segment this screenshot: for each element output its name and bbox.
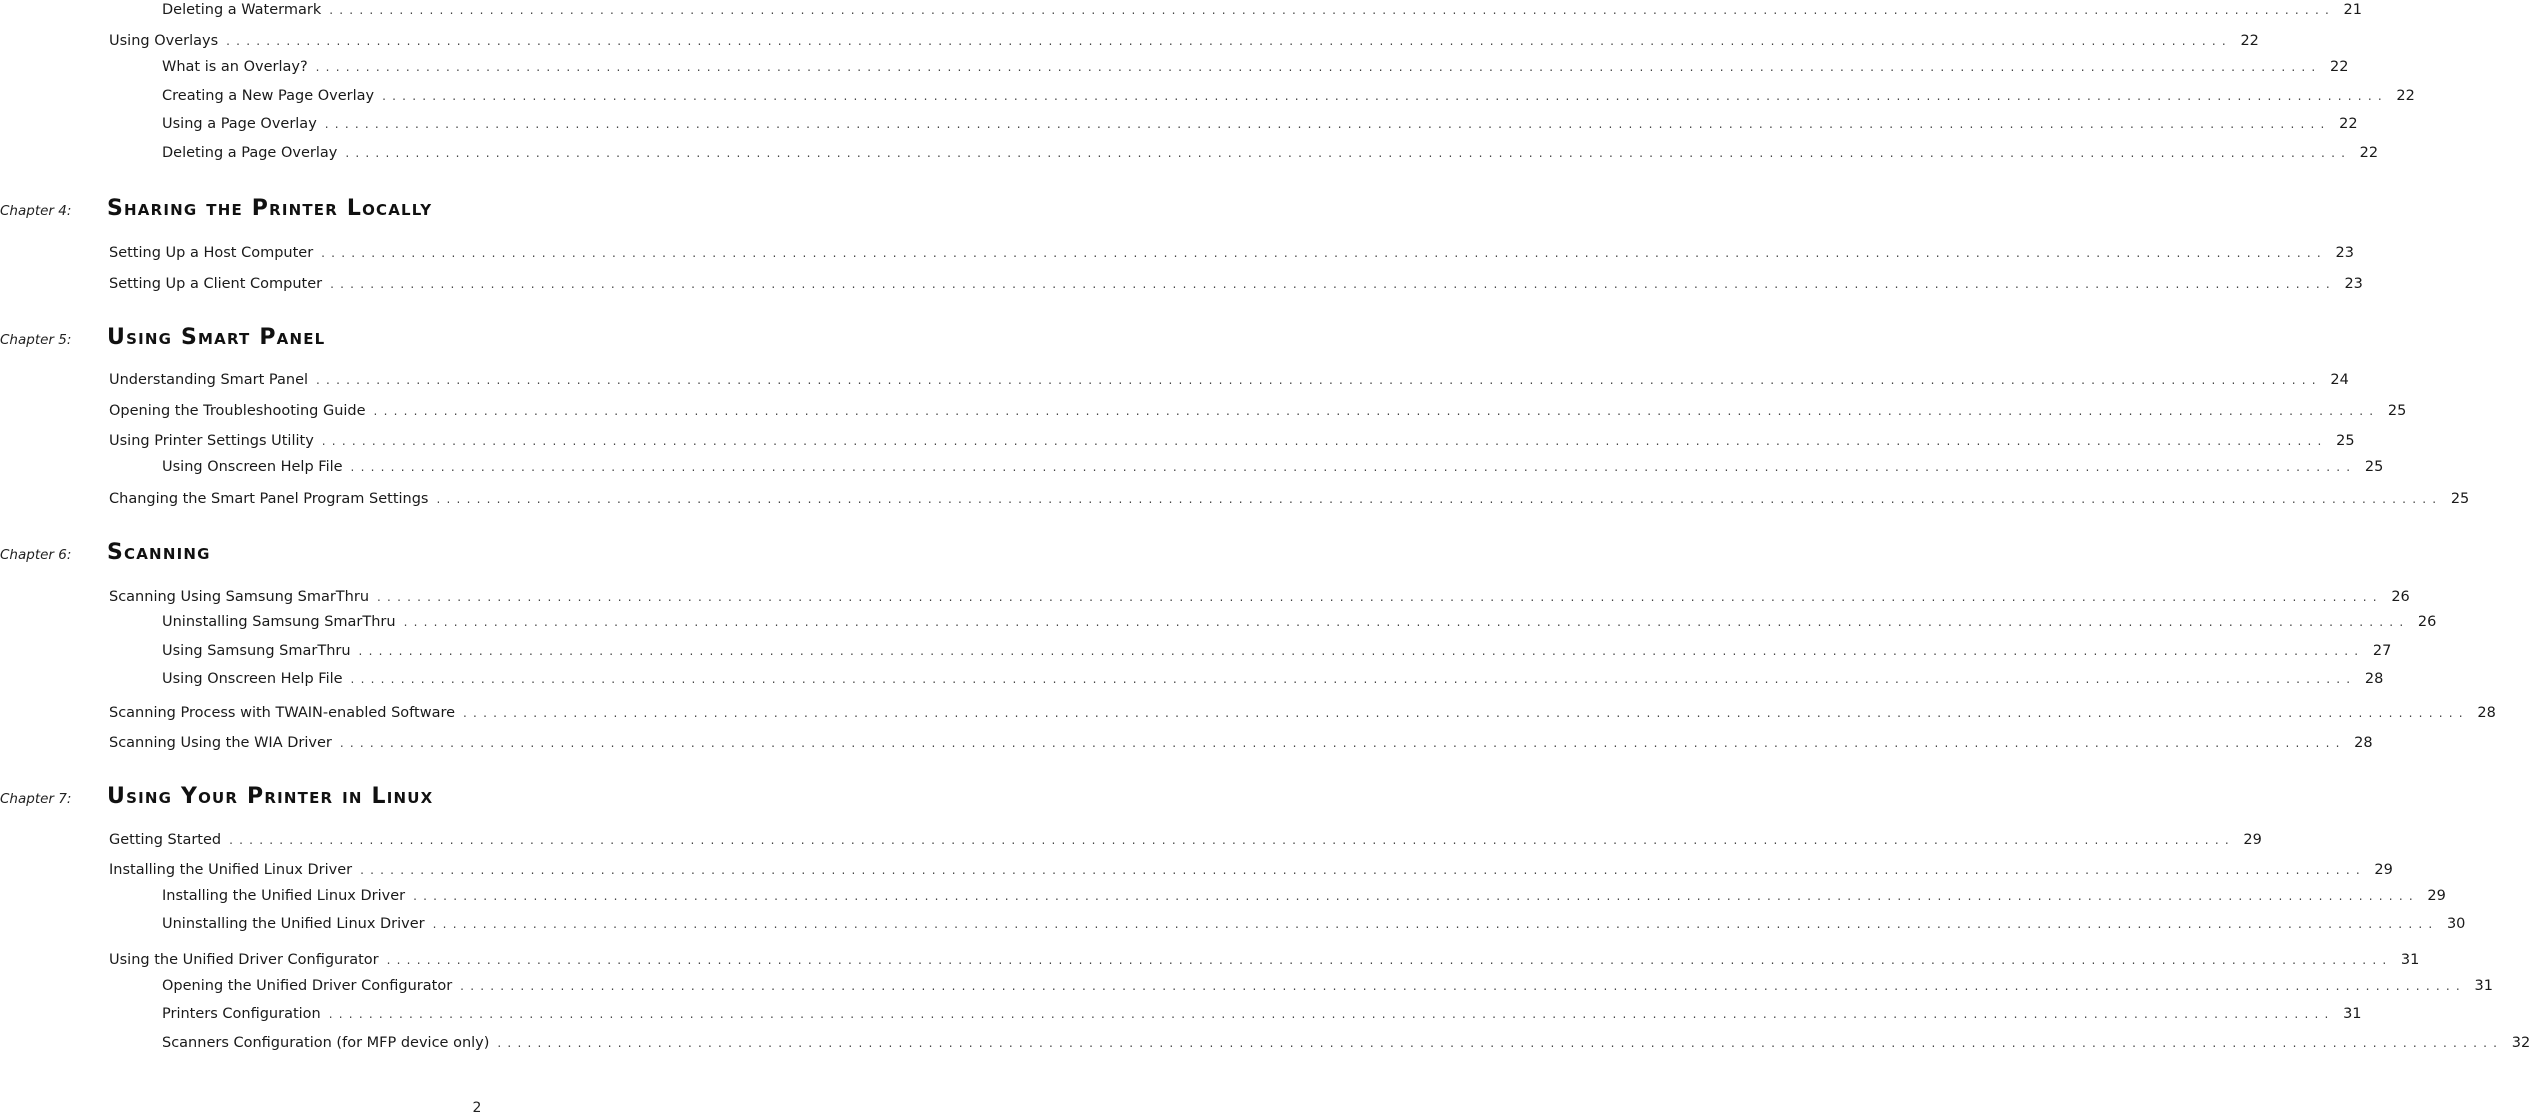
entry-page-number: 29 — [2427, 888, 2446, 904]
toc-subentry[interactable] — [162, 977, 2493, 995]
dot-leader: . . . . . . . . . . . . . . . . . . . . . . . . . . . . . . . . . . . . . . . . . . . . . . . . . . . . . . . . . . . . . . . . . . . . . . . . . . . . . . . . . . . . . . . . . . . . . . . . . . . . . . . . . . . . . . . . . . . . . . . . . . . . . . . . . . . . . . . . . . . . . . . . . . . . . . . . . . . . . . . . . . . . . . . . . . . . . . . . . . . . . . . . . . . . . . . . . . . . . . . . — [373, 404, 2375, 418]
dot-leader: . . . . . . . . . . . . . . . . . . . . . . . . . . . . . . . . . . . . . . . . . . . . . . . . . . . . . . . . . . . . . . . . . . . . . . . . . . . . . . . . . . . . . . . . . . . . . . . . . . . . . . . . . . . . . . . . . . . . . . . . . . . . . . . . . . . . . . . . . . . . . . . . . . . . . . . . . . . . . . . . . . . . . . . . . . . . . . . . . . . . . . . . . . . . . . . . . . . . . . . . — [330, 277, 2331, 291]
entry-title: Using Onscreen Help File — [162, 459, 343, 475]
entry-title: Understanding Smart Panel — [109, 372, 309, 388]
toc-entry[interactable] — [109, 831, 2262, 849]
chapter-title: Using Your Printer in Linux — [107, 784, 434, 809]
entry-page-number: 25 — [2336, 433, 2355, 449]
dot-leader: . . . . . . . . . . . . . . . . . . . . . . . . . . . . . . . . . . . . . . . . . . . . . . . . . . . . . . . . . . . . . . . . . . . . . . . . . . . . . . . . . . . . . . . . . . . . . . . . . . . . . . . . . . . . . . . . . . . . . . . . . . . . . . . . . . . . . . . . . . . . . . . . . . . . . . . . . . . . . . . . . . . . . . . . . . . . . . . . . . . . . . . . . . . . . . . . . . . . . . . . — [497, 1036, 2499, 1050]
entry-title: What is an Overlay? — [162, 59, 308, 75]
entry-page-number: 32 — [2511, 1035, 2530, 1051]
entry-page-number: 22 — [2240, 33, 2259, 49]
entry-page-number: 29 — [2243, 832, 2262, 848]
dot-leader: . . . . . . . . . . . . . . . . . . . . . . . . . . . . . . . . . . . . . . . . . . . . . . . . . . . . . . . . . . . . . . . . . . . . . . . . . . . . . . . . . . . . . . . . . . . . . . . . . . . . . . . . . . . . . . . . . . . . . . . . . . . . . . . . . . . . . . . . . . . . . . . . . . . . . . . . . . . . . . . . . . . . . . . . . . . . . . . . . . . . . . . . . . . . . . . . . . . . . . . . — [360, 863, 2361, 877]
entry-title: Deleting a Watermark — [162, 2, 322, 18]
dot-leader: . . . . . . . . . . . . . . . . . . . . . . . . . . . . . . . . . . . . . . . . . . . . . . . . . . . . . . . . . . . . . . . . . . . . . . . . . . . . . . . . . . . . . . . . . . . . . . . . . . . . . . . . . . . . . . . . . . . . . . . . . . . . . . . . . . . . . . . . . . . . . . . . . . . . . . . . . . . . . . . . . . . . . . . . . . . . . . . . . . . . . . . . . . . . . . . . . . . . . . . . — [377, 590, 2378, 604]
toc-subentry[interactable] — [162, 1005, 2362, 1023]
chapter-title: Scanning — [107, 540, 211, 565]
chapter-heading — [0, 196, 432, 220]
entry-title: Printers Configuration — [162, 1006, 321, 1022]
entry-title: Setting Up a Client Computer — [109, 276, 323, 292]
toc-subentry[interactable] — [162, 144, 2379, 162]
entry-page-number: 24 — [2330, 372, 2349, 388]
toc-entry[interactable] — [109, 704, 2496, 722]
toc-subentry[interactable] — [162, 1, 2362, 19]
chapter-heading — [0, 325, 325, 349]
entry-title: Using Onscreen Help File — [162, 671, 343, 687]
entry-page-number: 21 — [2343, 2, 2362, 18]
chapter-label: Chapter 4: — [0, 203, 72, 219]
toc-entry[interactable] — [109, 490, 2470, 508]
entry-title: Scanning Using Samsung SmarThru — [109, 589, 370, 605]
dot-leader: . . . . . . . . . . . . . . . . . . . . . . . . . . . . . . . . . . . . . . . . . . . . . . . . . . . . . . . . . . . . . . . . . . . . . . . . . . . . . . . . . . . . . . . . . . . . . . . . . . . . . . . . . . . . . . . . . . . . . . . . . . . . . . . . . . . . . . . . . . . . . . . . . . . . . . . . . . . . . . . . . . . . . . . . . . . . . . . . . . . . . . . . . . . . . . . . . . . . . . . . — [382, 89, 2383, 103]
entry-title: Using Printer Settings Utility — [109, 433, 314, 449]
entry-page-number: 28 — [2477, 705, 2496, 721]
entry-title: Uninstalling the Unified Linux Driver — [162, 916, 425, 932]
dot-leader: . . . . . . . . . . . . . . . . . . . . . . . . . . . . . . . . . . . . . . . . . . . . . . . . . . . . . . . . . . . . . . . . . . . . . . . . . . . . . . . . . . . . . . . . . . . . . . . . . . . . . . . . . . . . . . . . . . . . . . . . . . . . . . . . . . . . . . . . . . . . . . . . . . . . . . . . . . . . . . . . . . . . . . . . . . . . . . . . . . . . . . . . . . . . . . . . . . . . . . . . — [315, 60, 2317, 74]
chapter-title: Using Smart Panel — [107, 325, 326, 350]
toc-subentry[interactable] — [162, 87, 2415, 105]
entry-page-number: 22 — [2359, 145, 2379, 161]
toc-subentry[interactable] — [162, 915, 2466, 933]
toc-subentry[interactable] — [162, 887, 2446, 905]
entry-title: Scanners Configuration (for MFP device only) — [162, 1035, 490, 1051]
entry-page-number: 26 — [2391, 589, 2410, 605]
entry-title: Using Overlays — [109, 33, 219, 49]
toc-entry[interactable] — [109, 861, 2393, 879]
dot-leader: . . . . . . . . . . . . . . . . . . . . . . . . . . . . . . . . . . . . . . . . . . . . . . . . . . . . . . . . . . . . . . . . . . . . . . . . . . . . . . . . . . . . . . . . . . . . . . . . . . . . . . . . . . . . . . . . . . . . . . . . . . . . . . . . . . . . . . . . . . . . . . . . . . . . . . . . . . . . . . . . . . . . . . . . . . . . . . . . . . . . . . . . . . . . . . . . . . . . . . . . — [350, 460, 2352, 474]
entry-page-number: 25 — [2450, 491, 2470, 507]
chapter-label: Chapter 5: — [0, 332, 72, 348]
dot-leader: . . . . . . . . . . . . . . . . . . . . . . . . . . . . . . . . . . . . . . . . . . . . . . . . . . . . . . . . . . . . . . . . . . . . . . . . . . . . . . . . . . . . . . . . . . . . . . . . . . . . . . . . . . . . . . . . . . . . . . . . . . . . . . . . . . . . . . . . . . . . . . . . . . . . . . . . . . . . . . . . . . . . . . . . . . . . . . . . . . . . . . . . . . . . . . . . . . . . . . . . — [321, 246, 2322, 260]
dot-leader: . . . . . . . . . . . . . . . . . . . . . . . . . . . . . . . . . . . . . . . . . . . . . . . . . . . . . . . . . . . . . . . . . . . . . . . . . . . . . . . . . . . . . . . . . . . . . . . . . . . . . . . . . . . . . . . . . . . . . . . . . . . . . . . . . . . . . . . . . . . . . . . . . . . . . . . . . . . . . . . . . . . . . . . . . . . . . . . . . . . . . . . . . . . . . . . . . . . . . . . . — [229, 833, 2230, 847]
entry-title: Scanning Using the WIA Driver — [109, 735, 332, 751]
dot-leader: . . . . . . . . . . . . . . . . . . . . . . . . . . . . . . . . . . . . . . . . . . . . . . . . . . . . . . . . . . . . . . . . . . . . . . . . . . . . . . . . . . . . . . . . . . . . . . . . . . . . . . . . . . . . . . . . . . . . . . . . . . . . . . . . . . . . . . . . . . . . . . . . . . . . . . . . . . . . . . . . . . . . . . . . . . . . . . . . . . . . . . . . . . . . . . . . . . . . . . . . — [226, 34, 2227, 48]
entry-title: Getting Started — [109, 832, 222, 848]
dot-leader: . . . . . . . . . . . . . . . . . . . . . . . . . . . . . . . . . . . . . . . . . . . . . . . . . . . . . . . . . . . . . . . . . . . . . . . . . . . . . . . . . . . . . . . . . . . . . . . . . . . . . . . . . . . . . . . . . . . . . . . . . . . . . . . . . . . . . . . . . . . . . . . . . . . . . . . . . . . . . . . . . . . . . . . . . . . . . . . . . . . . . . . . . . . . . . . . . . . . . . . . — [460, 979, 2461, 993]
toc-entry[interactable] — [109, 244, 2354, 262]
dot-leader: . . . . . . . . . . . . . . . . . . . . . . . . . . . . . . . . . . . . . . . . . . . . . . . . . . . . . . . . . . . . . . . . . . . . . . . . . . . . . . . . . . . . . . . . . . . . . . . . . . . . . . . . . . . . . . . . . . . . . . . . . . . . . . . . . . . . . . . . . . . . . . . . . . . . . . . . . . . . . . . . . . . . . . . . . . . . . . . . . . . . . . . . . . . . . . . . . . . . . . . . — [329, 3, 2330, 17]
entry-title: Installing the Unified Linux Driver — [162, 888, 406, 904]
entry-page-number: 25 — [2387, 403, 2407, 419]
entry-title: Using the Unified Driver Configurator — [109, 952, 379, 968]
toc-entry[interactable] — [109, 371, 2349, 389]
dot-leader: . . . . . . . . . . . . . . . . . . . . . . . . . . . . . . . . . . . . . . . . . . . . . . . . . . . . . . . . . . . . . . . . . . . . . . . . . . . . . . . . . . . . . . . . . . . . . . . . . . . . . . . . . . . . . . . . . . . . . . . . . . . . . . . . . . . . . . . . . . . . . . . . . . . . . . . . . . . . . . . . . . . . . . . . . . . . . . . . . . . . . . . . . . . . . . . . . . . . . . . . — [321, 434, 2323, 448]
entry-page-number: 28 — [2354, 735, 2373, 751]
dot-leader: . . . . . . . . . . . . . . . . . . . . . . . . . . . . . . . . . . . . . . . . . . . . . . . . . . . . . . . . . . . . . . . . . . . . . . . . . . . . . . . . . . . . . . . . . . . . . . . . . . . . . . . . . . . . . . . . . . . . . . . . . . . . . . . . . . . . . . . . . . . . . . . . . . . . . . . . . . . . . . . . . . . . . . . . . . . . . . . . . . . . . . . . . . . . . . . . . . . . . . . . — [345, 146, 2347, 160]
dot-leader: . . . . . . . . . . . . . . . . . . . . . . . . . . . . . . . . . . . . . . . . . . . . . . . . . . . . . . . . . . . . . . . . . . . . . . . . . . . . . . . . . . . . . . . . . . . . . . . . . . . . . . . . . . . . . . . . . . . . . . . . . . . . . . . . . . . . . . . . . . . . . . . . . . . . . . . . . . . . . . . . . . . . . . . . . . . . . . . . . . . . . . . . . . . . . . . . . . . . . . . . — [324, 117, 2326, 131]
entry-title: Deleting a Page Overlay — [162, 145, 338, 161]
toc-subentry[interactable] — [162, 670, 2384, 688]
dot-leader: . . . . . . . . . . . . . . . . . . . . . . . . . . . . . . . . . . . . . . . . . . . . . . . . . . . . . . . . . . . . . . . . . . . . . . . . . . . . . . . . . . . . . . . . . . . . . . . . . . . . . . . . . . . . . . . . . . . . . . . . . . . . . . . . . . . . . . . . . . . . . . . . . . . . . . . . . . . . . . . . . . . . . . . . . . . . . . . . . . . . . . . . . . . . . . . . . . . . . . . . — [432, 917, 2434, 931]
toc-subentry[interactable] — [162, 115, 2358, 133]
entry-page-number: 30 — [2446, 916, 2466, 932]
entry-page-number: 31 — [2400, 952, 2420, 968]
entry-title: Scanning Process with TWAIN-enabled Software — [109, 705, 456, 721]
entry-page-number: 27 — [2372, 643, 2392, 659]
dot-leader: . . . . . . . . . . . . . . . . . . . . . . . . . . . . . . . . . . . . . . . . . . . . . . . . . . . . . . . . . . . . . . . . . . . . . . . . . . . . . . . . . . . . . . . . . . . . . . . . . . . . . . . . . . . . . . . . . . . . . . . . . . . . . . . . . . . . . . . . . . . . . . . . . . . . . . . . . . . . . . . . . . . . . . . . . . . . . . . . . . . . . . . . . . . . . . . . . . . . . . . . — [463, 706, 2464, 720]
entry-page-number: 23 — [2335, 245, 2354, 261]
dot-leader: . . . . . . . . . . . . . . . . . . . . . . . . . . . . . . . . . . . . . . . . . . . . . . . . . . . . . . . . . . . . . . . . . . . . . . . . . . . . . . . . . . . . . . . . . . . . . . . . . . . . . . . . . . . . . . . . . . . . . . . . . . . . . . . . . . . . . . . . . . . . . . . . . . . . . . . . . . . . . . . . . . . . . . . . . . . . . . . . . . . . . . . . . . . . . . . . . . . . . . . . — [386, 953, 2388, 967]
toc-entry[interactable] — [109, 402, 2407, 420]
chapter-title: Sharing the Printer Locally — [107, 196, 433, 221]
entry-page-number: 31 — [2474, 978, 2493, 994]
toc-entry[interactable] — [109, 588, 2410, 606]
entry-page-number: 31 — [2343, 1006, 2362, 1022]
page-number: 2 — [472, 1100, 482, 1116]
entry-title: Creating a New Page Overlay — [162, 88, 375, 104]
dot-leader: . . . . . . . . . . . . . . . . . . . . . . . . . . . . . . . . . . . . . . . . . . . . . . . . . . . . . . . . . . . . . . . . . . . . . . . . . . . . . . . . . . . . . . . . . . . . . . . . . . . . . . . . . . . . . . . . . . . . . . . . . . . . . . . . . . . . . . . . . . . . . . . . . . . . . . . . . . . . . . . . . . . . . . . . . . . . . . . . . . . . . . . . . . . . . . . . . . . . . . . . — [350, 672, 2352, 686]
dot-leader: . . . . . . . . . . . . . . . . . . . . . . . . . . . . . . . . . . . . . . . . . . . . . . . . . . . . . . . . . . . . . . . . . . . . . . . . . . . . . . . . . . . . . . . . . . . . . . . . . . . . . . . . . . . . . . . . . . . . . . . . . . . . . . . . . . . . . . . . . . . . . . . . . . . . . . . . . . . . . . . . . . . . . . . . . . . . . . . . . . . . . . . . . . . . . . . . . . . . . . . . — [358, 644, 2360, 658]
entry-page-number: 29 — [2374, 862, 2393, 878]
entry-title: Using a Page Overlay — [162, 116, 317, 132]
entry-page-number: 23 — [2344, 276, 2363, 292]
toc-entry[interactable] — [109, 275, 2363, 293]
entry-title: Opening the Troubleshooting Guide — [109, 403, 366, 419]
toc-entry[interactable] — [109, 951, 2420, 969]
dot-leader: . . . . . . . . . . . . . . . . . . . . . . . . . . . . . . . . . . . . . . . . . . . . . . . . . . . . . . . . . . . . . . . . . . . . . . . . . . . . . . . . . . . . . . . . . . . . . . . . . . . . . . . . . . . . . . . . . . . . . . . . . . . . . . . . . . . . . . . . . . . . . . . . . . . . . . . . . . . . . . . . . . . . . . . . . . . . . . . . . . . . . . . . . . . . . . . . . . . . . . . . — [403, 615, 2405, 629]
entry-title: Using Samsung SmarThru — [162, 643, 351, 659]
dot-leader: . . . . . . . . . . . . . . . . . . . . . . . . . . . . . . . . . . . . . . . . . . . . . . . . . . . . . . . . . . . . . . . . . . . . . . . . . . . . . . . . . . . . . . . . . . . . . . . . . . . . . . . . . . . . . . . . . . . . . . . . . . . . . . . . . . . . . . . . . . . . . . . . . . . . . . . . . . . . . . . . . . . . . . . . . . . . . . . . . . . . . . . . . . . . . . . . . . . . . . . . — [413, 889, 2414, 903]
entry-page-number: 22 — [2396, 88, 2415, 104]
entry-page-number: 26 — [2417, 614, 2437, 630]
chapter-label: Chapter 6: — [0, 547, 72, 563]
entry-title: Setting Up a Host Computer — [109, 245, 314, 261]
entry-page-number: 28 — [2364, 671, 2384, 687]
toc-subentry[interactable] — [162, 58, 2349, 76]
dot-leader: . . . . . . . . . . . . . . . . . . . . . . . . . . . . . . . . . . . . . . . . . . . . . . . . . . . . . . . . . . . . . . . . . . . . . . . . . . . . . . . . . . . . . . . . . . . . . . . . . . . . . . . . . . . . . . . . . . . . . . . . . . . . . . . . . . . . . . . . . . . . . . . . . . . . . . . . . . . . . . . . . . . . . . . . . . . . . . . . . . . . . . . . . . . . . . . . . . . . . . . . — [328, 1007, 2330, 1021]
dot-leader: . . . . . . . . . . . . . . . . . . . . . . . . . . . . . . . . . . . . . . . . . . . . . . . . . . . . . . . . . . . . . . . . . . . . . . . . . . . . . . . . . . . . . . . . . . . . . . . . . . . . . . . . . . . . . . . . . . . . . . . . . . . . . . . . . . . . . . . . . . . . . . . . . . . . . . . . . . . . . . . . . . . . . . . . . . . . . . . . . . . . . . . . . . . . . . . . . . . . . . . . — [316, 373, 2317, 387]
entry-title: Uninstalling Samsung SmarThru — [162, 614, 396, 630]
entry-title: Changing the Smart Panel Program Settings — [109, 491, 429, 507]
dot-leader: . . . . . . . . . . . . . . . . . . . . . . . . . . . . . . . . . . . . . . . . . . . . . . . . . . . . . . . . . . . . . . . . . . . . . . . . . . . . . . . . . . . . . . . . . . . . . . . . . . . . . . . . . . . . . . . . . . . . . . . . . . . . . . . . . . . . . . . . . . . . . . . . . . . . . . . . . . . . . . . . . . . . . . . . . . . . . . . . . . . . . . . . . . . . . . . . . . . . . . . . — [436, 492, 2438, 506]
toc-subentry[interactable] — [162, 642, 2392, 660]
toc-entry[interactable] — [109, 432, 2355, 450]
entry-title: Opening the Unified Driver Configurator — [162, 978, 453, 994]
chapter-label: Chapter 7: — [0, 791, 72, 807]
entry-page-number: 22 — [2339, 116, 2358, 132]
chapter-heading — [0, 540, 211, 564]
toc-subentry[interactable] — [162, 613, 2437, 631]
entry-page-number: 22 — [2329, 59, 2349, 75]
toc-entry[interactable] — [109, 734, 2373, 752]
toc-entry[interactable] — [109, 32, 2259, 50]
toc-subentry[interactable] — [162, 458, 2384, 476]
toc-subentry[interactable] — [162, 1034, 2530, 1052]
dot-leader: . . . . . . . . . . . . . . . . . . . . . . . . . . . . . . . . . . . . . . . . . . . . . . . . . . . . . . . . . . . . . . . . . . . . . . . . . . . . . . . . . . . . . . . . . . . . . . . . . . . . . . . . . . . . . . . . . . . . . . . . . . . . . . . . . . . . . . . . . . . . . . . . . . . . . . . . . . . . . . . . . . . . . . . . . . . . . . . . . . . . . . . . . . . . . . . . . . . . . . . . — [339, 736, 2341, 750]
entry-title: Installing the Unified Linux Driver — [109, 862, 353, 878]
entry-page-number: 25 — [2364, 459, 2384, 475]
chapter-heading — [0, 784, 433, 808]
